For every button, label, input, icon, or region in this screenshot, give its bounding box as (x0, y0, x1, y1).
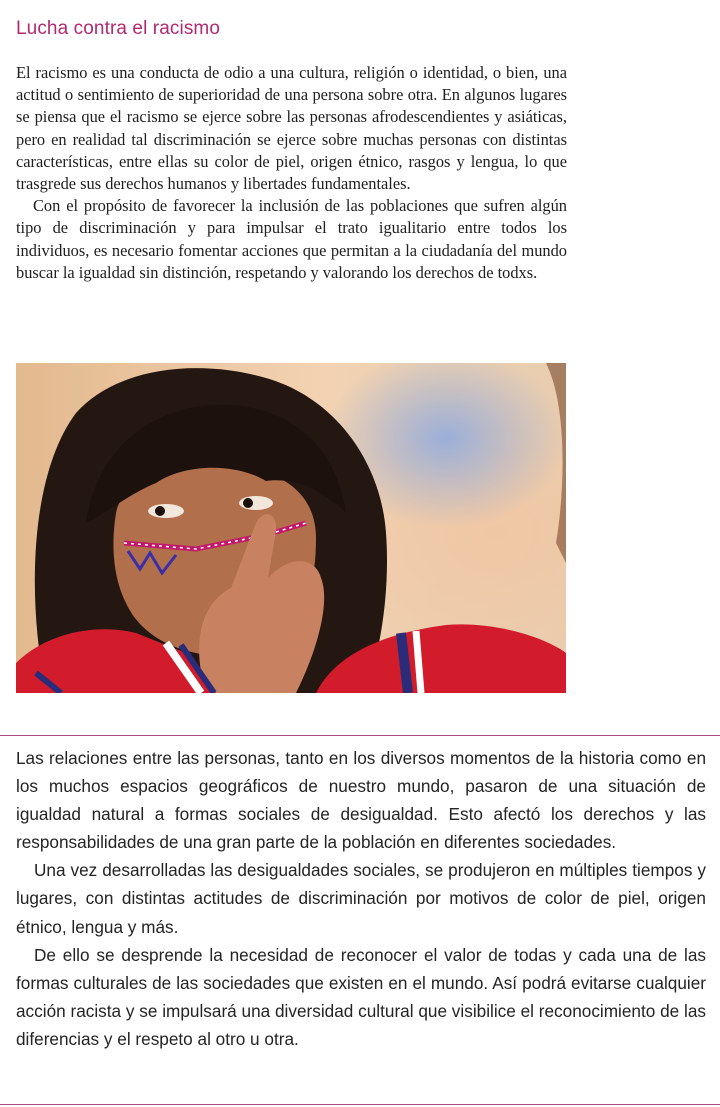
photo-illustration (16, 363, 566, 693)
intro-paragraph: Con el propósito de favorecer la inclusión de las poblaciones que sufren algún tipo de discriminación y para impulsar el trato igualitario entre todos los individuos, es necesario fomentar acciones que permitan a la ciudadanía del mundo buscar la igualdad sin distinción, respetando y valorando los derechos de todxs. (16, 196, 567, 282)
body-paragraph: Una vez desarrolladas las desigualdades sociales, se produjeron en múltiples tiempos y lugares, con distintas actitudes de discriminación por motivos de color de piel, origen étnico, lengua y más. (16, 860, 706, 937)
body-text (16, 744, 706, 1053)
intro-paragraph: El racismo es una conducta de odio a una cultura, religión o identidad, o bien, una actitud o sentimiento de superioridad de una persona sobre otra. En algunos lugares se piensa que el racismo se ejerce sobre las personas afrodescendientes y asiáticas, pero en realidad tal discriminación se ejerce sobre muchas personas con distintas características, entre ellas su color de piel, origen étnico, rasgos y lengua, lo que trasgrede sus derechos humanos y libertades fundamentales. (16, 63, 567, 194)
section-divider (0, 735, 720, 736)
child-face-paint-photo (16, 363, 566, 693)
section-title: Lucha contra el racismo (16, 18, 221, 39)
intro-text (16, 62, 567, 284)
body-paragraph: Las relaciones entre las personas, tanto en los diversos momentos de la historia como en los muchos espacios geográficos de nuestro mundo, pasaron de una situación de igualdad natural a formas sociales de desigualdad. Esto afectó los derechos y las responsabilidades de una gran parte de la población en diferentes sociedades. (16, 748, 706, 853)
body-paragraph: De ello se desprende la necesidad de reconocer el valor de todas y cada una de las formas culturales de las sociedades que existen en el mundo. Así podrá evitarse cualquier acción racista y se impulsará una diversidad cultural que visibilice el reconocimiento de las diferencias y el respeto al otro u otra. (16, 944, 706, 1049)
page-bottom-divider (0, 1104, 720, 1105)
